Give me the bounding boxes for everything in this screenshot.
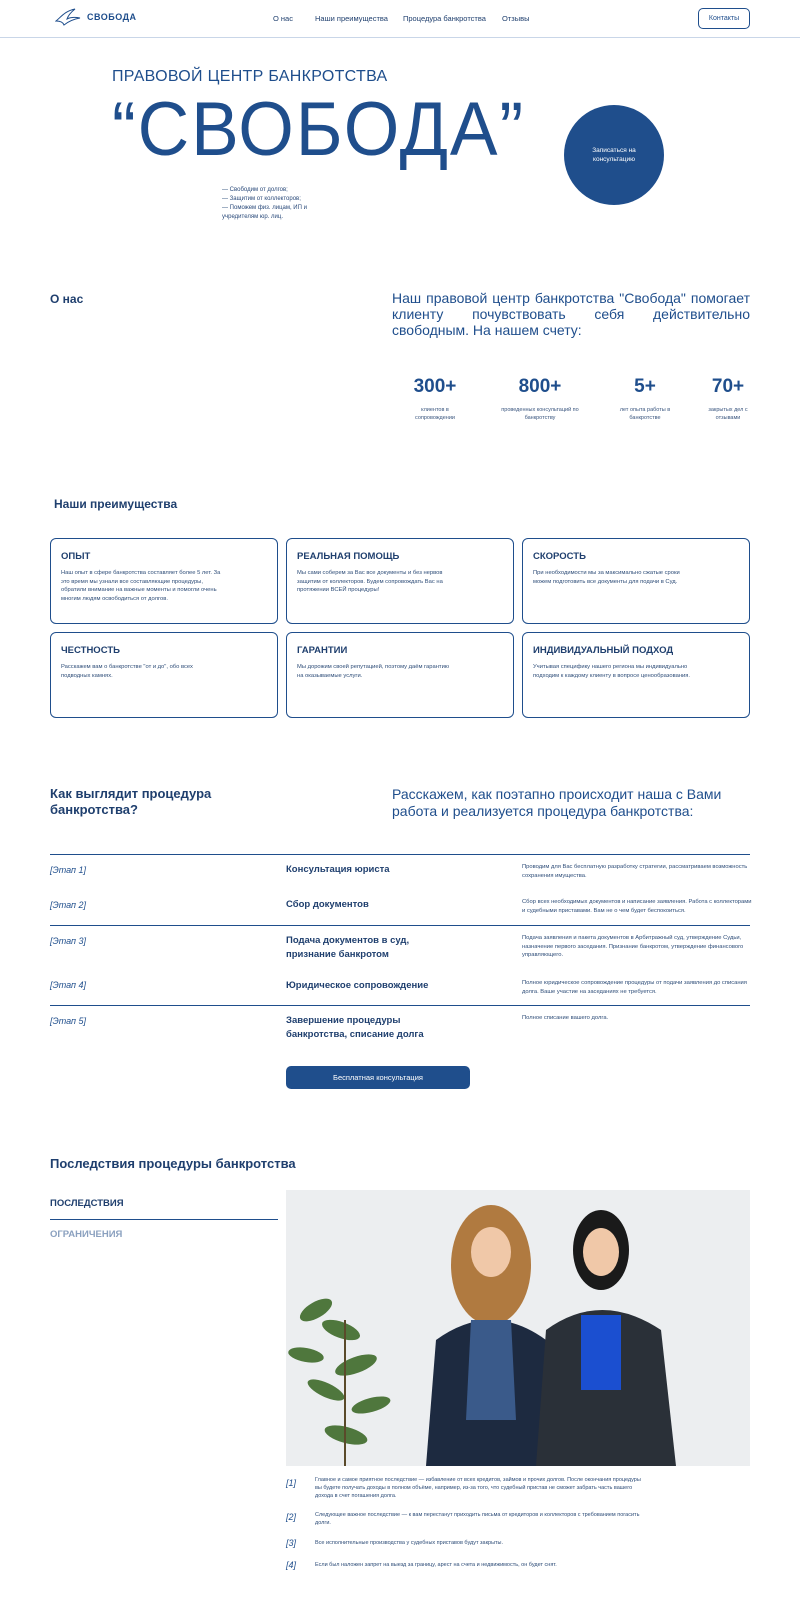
card-title: СКОРОСТЬ (533, 551, 586, 562)
consequence-text: Главное и самое приятное последствие — избавление от всех кредитов, займов и прочих долгов. После окончания процедуры вы будете получать доходы в полном объёме, например, из-за того, что судебный пристав не сможет забрать часть вашего дохода в счет погашения долга. (315, 1477, 641, 1499)
stat-value: 300+ (413, 376, 457, 397)
stage-number: [Этап 1] (50, 865, 87, 875)
procedure-title: Как выглядит процедура банкротства? (50, 786, 212, 817)
card-text: Мы дорожим своей репутацией, поэтому даём гарантию на оказываемые услуги. (297, 664, 450, 679)
card-title: ОПЫТ (61, 551, 91, 562)
divider (50, 925, 750, 926)
advantage-card-honesty (50, 632, 278, 718)
advantage-card-speed (522, 538, 750, 624)
advantage-card-guarantees (286, 632, 514, 718)
team-photo (286, 1190, 750, 1466)
card-text: Расскажем вам о банкротстве "от и до", обо всех подводных камнях. (61, 664, 193, 679)
free-consultation-button[interactable]: Бесплатная консультация (286, 1066, 470, 1089)
divider (50, 1005, 750, 1006)
hero-subtitle: ПРАВОВОЙ ЦЕНТР БАНКРОТСТВА (112, 68, 388, 85)
stat-value: 5+ (634, 376, 656, 397)
stage-number: [Этап 3] (50, 936, 87, 946)
contacts-button[interactable]: Контакты (698, 8, 750, 29)
hero-bullets (222, 186, 322, 222)
active-tab-underline (50, 1219, 278, 1220)
tab-consequences[interactable]: ПОСЛЕДСТВИЯ (50, 1198, 124, 1209)
nav-reviews[interactable]: Отзывы (502, 14, 530, 23)
stat-label: лет опыта работы в банкротстве (619, 407, 671, 421)
logo[interactable] (55, 8, 137, 26)
nav-about[interactable]: О нас (273, 14, 293, 23)
stage-name: Консультация юриста (286, 864, 390, 875)
stage-name: Сбор документов (286, 899, 369, 910)
about-title: О нас (50, 292, 84, 306)
consequence-number: [2] (286, 1512, 297, 1522)
tab-restrictions[interactable]: ОГРАНИЧЕНИЯ (50, 1229, 123, 1240)
about-text: Наш правовой центр банкротства "Свобода" помогает клиенту почувствовать себя действительно свободным. На нашем счету: (392, 290, 750, 338)
nav-procedure[interactable]: Процедура банкротства (403, 14, 486, 23)
card-title: РЕАЛЬНАЯ ПОМОЩЬ (297, 551, 400, 562)
advantages-title: Наши преимущества (54, 497, 178, 511)
stage-name: Юридическое сопровождение (286, 980, 429, 991)
hero-bullet: — Защитим от коллекторов; (222, 196, 301, 202)
stage-description: Проводим для Вас бесплатную разработку стратегии, рассматриваем возможность сохранения имущества. (522, 864, 748, 879)
stat-label: проведенных консультаций по банкротству (501, 407, 579, 421)
card-title: ГАРАНТИИ (297, 645, 348, 656)
stat-years (612, 376, 678, 422)
consequence-number: [1] (286, 1478, 297, 1488)
hero-title: “СВОБОДА” (112, 87, 526, 172)
stage-description: Сбор всех необходимых документов и написание заявления. Работа с коллекторами и судебными приставами. Вам не о чем будет беспокоиться. (522, 899, 752, 914)
card-title: ЧЕСТНОСТЬ (61, 645, 120, 656)
stage-description: Полное списание вашего долга. (522, 1015, 609, 1021)
stage-description: Полное юридическое сопровождение процедуры от подачи заявления до списания долга. Ваше участие на заседаниях не требуется. (522, 980, 747, 995)
site-header (0, 0, 800, 38)
card-text: При необходимости мы за максимально сжатые сроки можем подготовить все документы для подачи в Суд. (533, 570, 680, 585)
advantage-card-real-help (286, 538, 514, 624)
advantage-card-individual (522, 632, 750, 718)
consequences-title: Последствия процедуры банкротства (50, 1156, 296, 1171)
stage-name: Подача документов в суд, признание банкротом (286, 935, 410, 960)
consultation-signup-label: Записаться на консультацию (592, 147, 636, 163)
stage-description: Подача заявления и пакета документов в Арбитражный суд, утверждение Судьи, назначение первого заседания. Признание банкротом, утверждение финансового управляющего. (522, 935, 744, 958)
stage-name: Завершение процедуры банкротства, списание долга (286, 1015, 424, 1040)
consequence-text: Если был наложен запрет на выезд за границу, арест на счета и недвижимость, он будет снят. (315, 1562, 557, 1568)
card-title: ИНДИВИДУАЛЬНЫЙ ПОДХОД (533, 645, 674, 656)
stat-clients (400, 376, 470, 422)
stage-number: [Этап 5] (50, 1016, 87, 1026)
logo-text: СВОБОДА (87, 12, 137, 22)
consequence-text: Все исполнительные производства у судебных приставов будут закрыты. (315, 1540, 504, 1546)
consequence-number: [3] (286, 1538, 297, 1548)
procedure-intro: Расскажем, как поэтапно происходит наша с Вами работа и реализуется процедура банкротства: (392, 786, 722, 819)
stat-value: 70+ (711, 376, 745, 397)
card-text: Наш опыт в сфере банкротства составляет более 5 лет. За это время мы узнали все составляющие процедуры, обратили внимание на важные моменты и помогли очень многим людям освободиться от долгов. (61, 570, 221, 602)
stat-cases (700, 376, 756, 422)
hero-bullet: — Поможем физ. лицам, ИП и учредителям юр. лиц. (222, 205, 307, 220)
stat-label: закрытых дел с отзывами (708, 407, 748, 421)
divider (50, 854, 750, 855)
consequence-number: [4] (286, 1560, 297, 1570)
stat-label: клиентов в сопровождении (415, 407, 455, 421)
card-text: Учитывая специфику нашего региона мы индивидуально подходим к каждому клиенту в вопросе ценообразования. (533, 664, 691, 679)
stage-number: [Этап 4] (50, 980, 87, 990)
consultation-signup-button[interactable] (564, 105, 664, 205)
advantage-card-experience (50, 538, 278, 624)
nav-advantages[interactable]: Наши преимущества (315, 14, 388, 23)
bird-logo-icon (55, 8, 81, 26)
consequence-text: Следующее важное последствие — к вам перестанут приходить письма от кредиторов и коллекторов с требованием погасить долги. (315, 1512, 640, 1526)
stat-consultations (494, 376, 586, 422)
stage-number: [Этап 2] (50, 900, 87, 910)
card-text: Мы сами соберем за Вас все документы и без нервов защитим от коллекторов. Будем сопровождать Вас на протяжении ВСЕЙ процедуры! (297, 570, 443, 593)
stat-value: 800+ (518, 376, 562, 397)
hero-bullet: — Свободим от долгов; (222, 187, 288, 193)
